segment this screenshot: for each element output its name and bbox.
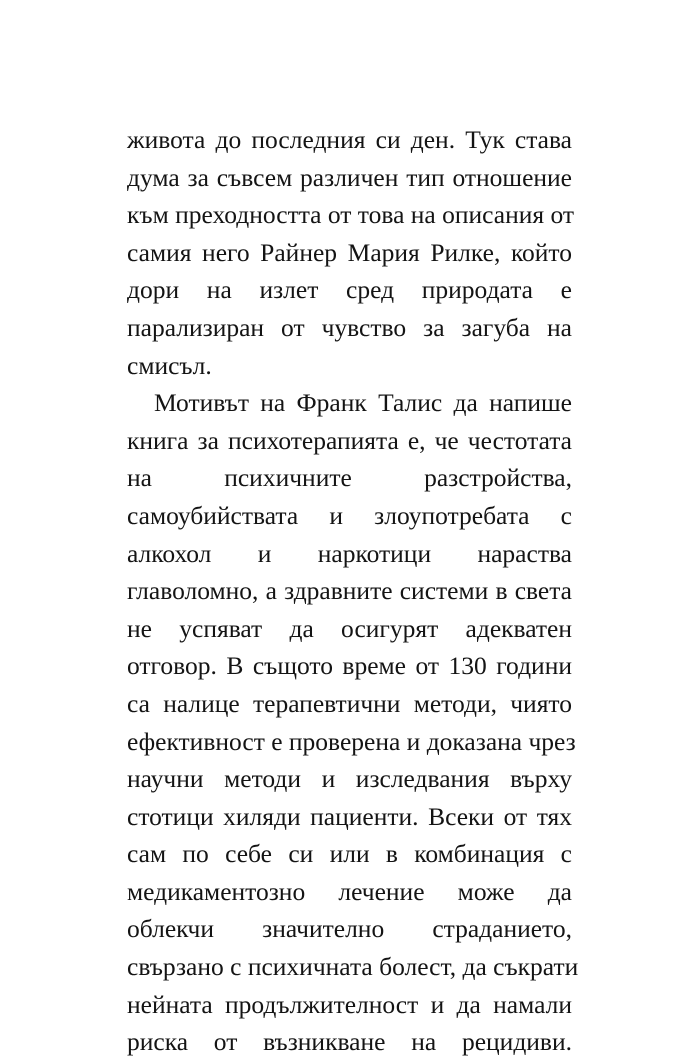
text-line: главоломно, а здравните системи в света <box>127 576 572 606</box>
text-line: свързано с психичната болест, да съкрати <box>127 952 579 982</box>
text-line: самоубийствата и злоупотребата с <box>127 500 572 530</box>
text-line: към преходността от това на описания от <box>127 200 575 230</box>
text-line: научни методи и изследвания върху <box>127 764 572 794</box>
text-line: дума за съвсем различен тип отношение <box>127 162 572 192</box>
text-line: облекчи значително страданието, <box>127 914 572 944</box>
text-line: ефективност е проверена и доказана чрез <box>127 726 576 756</box>
text-line: стотици хиляди пациенти. Всеки от тях <box>127 801 572 831</box>
text-line: живота до последния си ден. Тук става <box>127 125 572 154</box>
text-line: сам по себе си или в комбинация с <box>127 839 572 869</box>
text-line: книга за психотерапията е, че честотата <box>127 425 572 455</box>
text-line: алкохол и наркотици нараства <box>127 538 572 568</box>
text-line: парализиран от чувство за загуба на <box>127 312 572 342</box>
text-line: риска от възникване на рецидиви. <box>127 1027 572 1057</box>
text-line: медикаментозно лечение може да <box>127 876 572 906</box>
paragraph <box>127 121 575 384</box>
body-text <box>127 121 579 1061</box>
text-line: на психичните разстройства, <box>127 463 572 493</box>
text-line: смисъл. <box>127 350 212 380</box>
text-line: са налице терапевтични методи, чиято <box>127 688 572 718</box>
text-line: не успяват да осигурят адекватен <box>127 613 572 643</box>
text-line: Мотивът на Франк Талис да напише <box>154 388 572 418</box>
text-line: самия него Райнер Мария Рилке, който <box>127 237 572 267</box>
text-line: дори на излет сред природата е <box>127 275 572 305</box>
paragraph <box>127 384 579 1061</box>
text-line: отговор. В същото време от 130 години <box>127 651 572 681</box>
text-line: нейната продължителност и да намали <box>127 989 572 1019</box>
